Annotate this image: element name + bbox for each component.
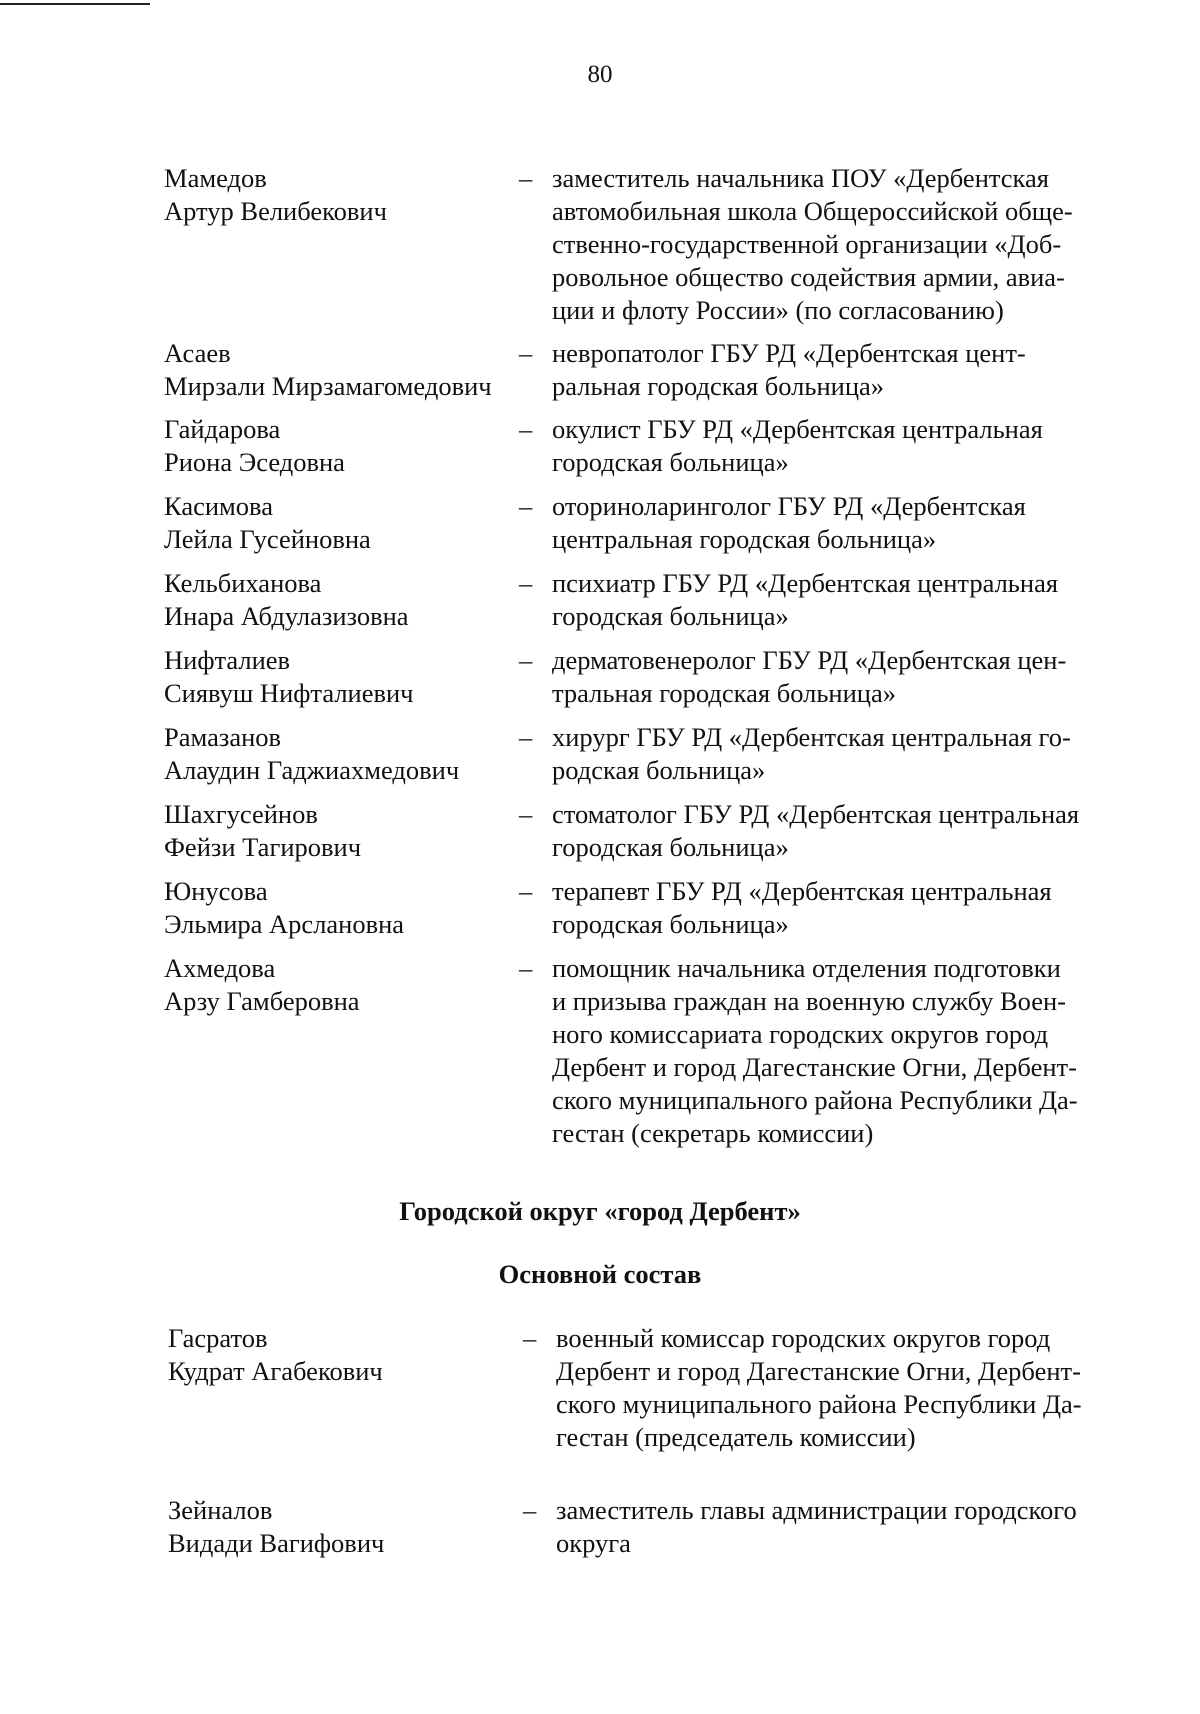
member-surname: Кельбиханова [164, 568, 322, 598]
dash-separator: – [519, 953, 533, 983]
member-name [168, 1494, 523, 1560]
member-entry [168, 1322, 1128, 1454]
member-given-names: Кудрат Агабекович [168, 1356, 383, 1386]
member-surname: Рамазанов [164, 722, 282, 752]
member-entry [164, 798, 1124, 864]
member-surname: Юнусова [164, 876, 268, 906]
member-surname: Зейналов [168, 1495, 273, 1525]
member-entry [164, 875, 1124, 941]
member-name [164, 413, 519, 479]
member-position: невропатолог ГБУ РД «Дербентская цент- ральная городская больница» [552, 338, 1026, 401]
dash-separator: – [519, 876, 533, 906]
member-surname: Касимова [164, 491, 273, 521]
member-list [164, 162, 1124, 1160]
member-entry [164, 162, 1124, 327]
member-position: окулист ГБУ РД «Дербентская центральная городская больница» [552, 414, 1043, 477]
member-position: помощник начальника отделения подготовки и призыва граждан на военную службу Воен- ного комиссариата городских округов город Дербент и город Дагестанские Огни, Дербент- ского муниципального района Республики Да- гестан (секретарь комиссии) [552, 953, 1078, 1148]
dash-separator: – [519, 163, 533, 193]
top-rule [0, 3, 150, 5]
member-position: дерматовенеролог ГБУ РД «Дербентская цен- тральная городская больница» [552, 645, 1067, 708]
main-member-list [168, 1322, 1128, 1570]
member-name [164, 798, 519, 864]
member-name [164, 721, 519, 787]
dash-separator: – [519, 568, 533, 598]
member-entry [164, 413, 1124, 479]
member-given-names: Видади Вагифович [168, 1528, 385, 1558]
member-name [164, 875, 519, 941]
member-given-names: Артур Велибекович [164, 196, 387, 226]
member-position: заместитель начальника ПОУ «Дербентская автомобильная школа Общероссийской обще- ственно-государственной организации «Доб- ровольное общество содействия армии, авиа- ции и флоту России» (по согласованию) [552, 163, 1073, 325]
member-given-names: Сиявуш Нифталиевич [164, 678, 414, 708]
dash-separator: – [523, 1495, 537, 1525]
member-entry [164, 337, 1124, 403]
section-title: Городской округ «город Дербент» [399, 1196, 801, 1226]
member-position: заместитель главы администрации городского округа [556, 1495, 1077, 1558]
member-given-names: Инара Абдулазизовна [164, 601, 409, 631]
dash-separator: – [519, 414, 533, 444]
member-position: психиатр ГБУ РД «Дербентская центральная городская больница» [552, 568, 1059, 631]
member-entry [168, 1494, 1128, 1560]
member-name [164, 337, 519, 403]
member-surname: Шахгусейнов [164, 799, 318, 829]
member-surname: Гайдарова [164, 414, 281, 444]
member-given-names: Фейзи Тагирович [164, 832, 362, 862]
member-name [164, 644, 519, 710]
member-surname: Нифталиев [164, 645, 291, 675]
member-given-names: Алаудин Гаджиахмедович [164, 755, 460, 785]
member-name [164, 952, 519, 1018]
member-given-names: Риона Эседовна [164, 447, 345, 477]
member-given-names: Арзу Гамберовна [164, 986, 360, 1016]
member-entry [164, 567, 1124, 633]
member-given-names: Эльмира Арслановна [164, 909, 405, 939]
member-entry [164, 644, 1124, 710]
dash-separator: – [519, 645, 533, 675]
member-entry [164, 952, 1124, 1150]
member-position: военный комиссар городских округов город Дербент и город Дагестанские Огни, Дербент- ского муниципального района Республики Да- гестан (председатель комиссии) [556, 1323, 1082, 1452]
member-position: стоматолог ГБУ РД «Дербентская центральная городская больница» [552, 799, 1080, 862]
dash-separator: – [519, 338, 533, 368]
member-surname: Ахмедова [164, 953, 276, 983]
page-number: 80 [587, 61, 613, 88]
dash-separator: – [519, 491, 533, 521]
member-name [164, 162, 519, 228]
member-position: оториноларинголог ГБУ РД «Дербентская центральная городская больница» [552, 491, 1026, 554]
member-surname: Мамедов [164, 163, 267, 193]
dash-separator: – [523, 1323, 537, 1353]
member-surname: Асаев [164, 338, 231, 368]
member-name [164, 490, 519, 556]
member-entry [164, 490, 1124, 556]
dash-separator: – [519, 799, 533, 829]
member-name [164, 567, 519, 633]
dash-separator: – [519, 722, 533, 752]
member-position: терапевт ГБУ РД «Дербентская центральная городская больница» [552, 876, 1052, 939]
member-surname: Гасратов [168, 1323, 268, 1353]
member-given-names: Мирзали Мирзамагомедович [164, 371, 492, 401]
member-position: хирург ГБУ РД «Дербентская центральная го- родская больница» [552, 722, 1071, 785]
member-name [168, 1322, 523, 1388]
member-entry [164, 721, 1124, 787]
subsection-title: Основной состав [498, 1259, 702, 1289]
member-given-names: Лейла Гусейновна [164, 524, 371, 554]
